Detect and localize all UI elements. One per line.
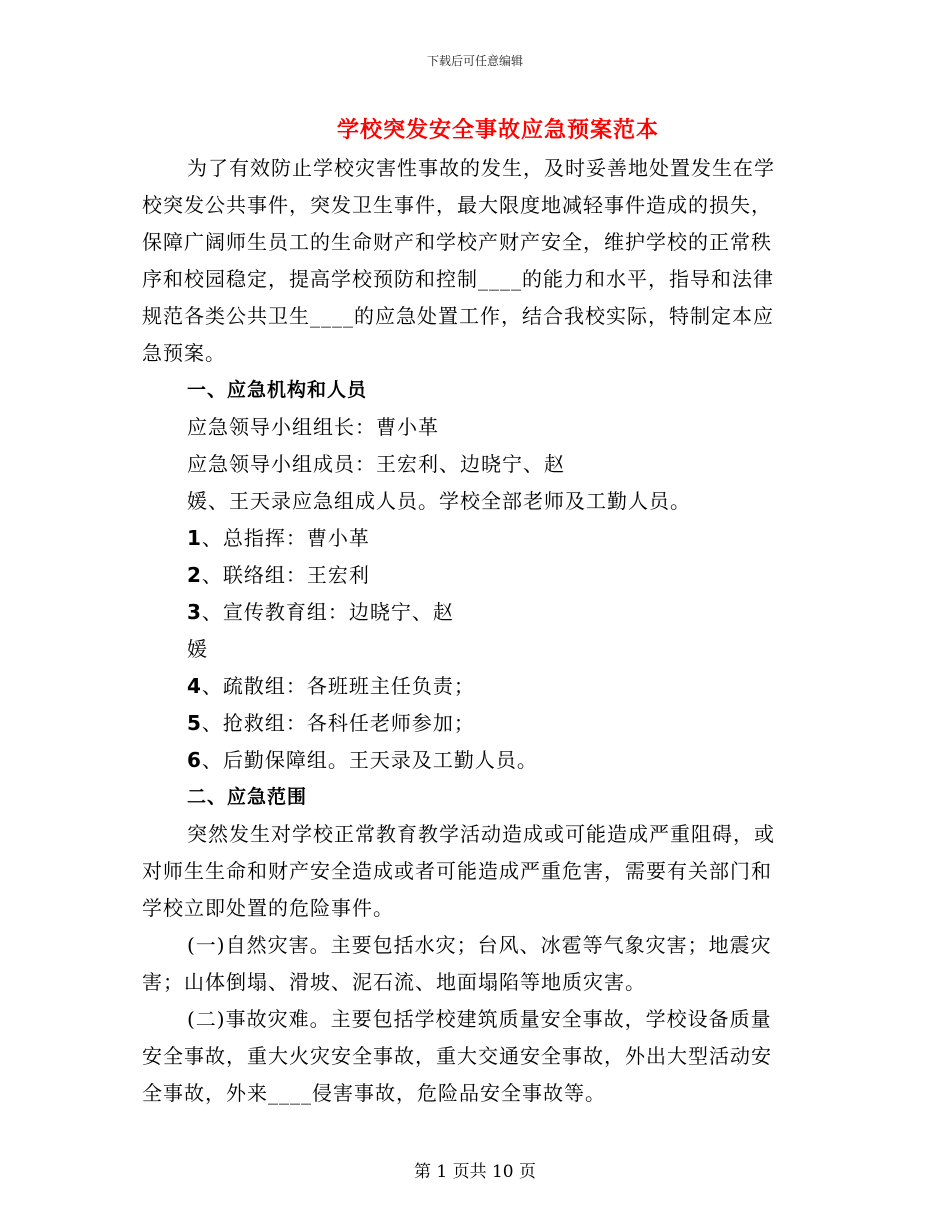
- list-item: [142, 520, 808, 557]
- list-item: [142, 742, 808, 779]
- list-item-number: 1: [187, 526, 202, 550]
- paragraph-line: 突然发生对学校正常教育教学活动造成或可能造成严重阻碍，或: [187, 822, 775, 846]
- list-item: [142, 705, 808, 742]
- paragraph-line: 学校立即处置的危险事件。: [142, 896, 394, 920]
- paragraph-line: 安全事故，重大火灾安全事故，重大交通安全事故，外出大型活动安: [142, 1044, 772, 1068]
- list-item: [142, 557, 808, 594]
- paragraph-line: (二)事故灾难。主要包括学校建筑质量安全事故，学校设备质量: [187, 1007, 772, 1031]
- list-item: [142, 594, 808, 631]
- paragraph-line: 全事故，外来____侵害事故，危险品安全事故等。: [142, 1081, 606, 1105]
- section-heading: 二、应急范围: [187, 786, 308, 808]
- org-line: 应急领导小组组长：曹小革: [187, 415, 439, 439]
- list-item-text: 、联络组：王宏利: [201, 563, 370, 587]
- paragraph-line: 害；山体倒塌、滑坡、泥石流、地面塌陷等地质灾害。: [142, 970, 646, 994]
- list-item: [142, 668, 808, 705]
- list-item-text: 、总指挥：曹小革: [201, 526, 370, 550]
- list-item-text: 、后勤保障组。王天录及工勤人员。: [201, 748, 538, 772]
- section-2: [142, 779, 808, 1112]
- list-item-number: 5: [187, 711, 202, 735]
- paragraph-line: 对师生生命和财产安全造成或者可能造成严重危害，需要有关部门和: [142, 859, 772, 883]
- paragraph-line: (一)自然灾害。主要包括水灾；台风、冰雹等气象灾害；地震灾: [187, 933, 772, 957]
- section-heading: 一、应急机构和人员: [187, 379, 368, 401]
- list-item-number: 4: [187, 674, 202, 698]
- list-item-wrap: 媛: [187, 637, 208, 661]
- org-line: 应急领导小组成员：王宏利、边晓宁、赵: [187, 452, 565, 476]
- page-number: 第 1 页共 10 页: [413, 1162, 537, 1182]
- list-item-number: 2: [187, 563, 202, 587]
- intro-line: 序和校园稳定，提高学校预防和控制____的能力和水平，指导和法律: [142, 267, 774, 291]
- list-item-text: 、疏散组：各班班主任负责；: [201, 674, 475, 698]
- intro-line: 校突发公共事件，突发卫生事件，最大限度地减轻事件造成的损失，: [142, 193, 772, 217]
- intro-line: 为了有效防止学校灾害性事故的发生，及时妥善地处置发生在学: [187, 156, 775, 180]
- intro-paragraph: [142, 150, 808, 372]
- page-header: 下载后可任意编辑: [426, 54, 523, 68]
- document-title: 学校突发安全事故应急预案范本: [336, 117, 659, 143]
- list-item-text: 、抢救组：各科任老师参加；: [201, 711, 475, 735]
- intro-line: 保障广阔师生员工的生命财产和学校产财产安全，维护学校的正常秩: [142, 230, 772, 254]
- org-line: 媛、王天录应急组成人员。学校全部老师及工勤人员。: [187, 489, 691, 513]
- list-item-text: 、宣传教育组：边晓宁、赵: [201, 600, 454, 624]
- intro-line: 急预案。: [142, 341, 226, 365]
- intro-line: 规范各类公共卫生____的应急处置工作，结合我校实际，特制定本应: [142, 304, 774, 328]
- list-item-number: 6: [187, 748, 202, 772]
- section-1: [142, 372, 808, 779]
- list-item-number: 3: [187, 600, 202, 624]
- document-body: [142, 150, 808, 1112]
